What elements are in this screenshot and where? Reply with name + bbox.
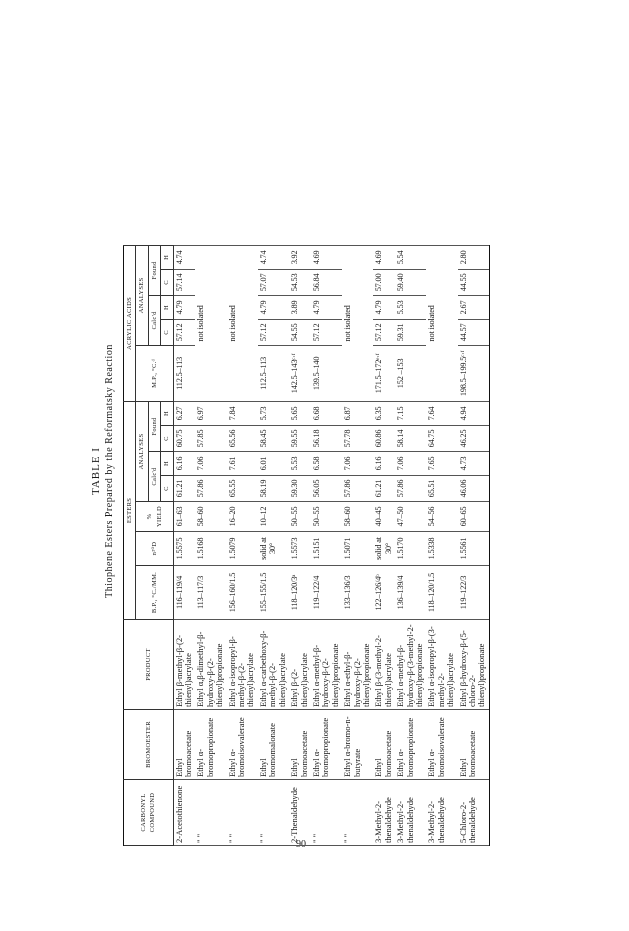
yield-cell: 58–60 — [342, 502, 373, 532]
page-number: 90 — [296, 839, 306, 850]
row-spacer — [373, 95, 395, 245]
carbonyl-compound-cell: " " — [195, 780, 226, 846]
bromoester-cell: Ethyl bromoacetate — [458, 710, 490, 780]
yield-cell: 54–56 — [426, 502, 457, 532]
acid-mp-cell: 142.5–143ᶜ·ᶠ — [289, 345, 311, 401]
table-row — [342, 95, 373, 845]
bromoester-cell: Ethyl α-bromopropionate — [311, 710, 342, 780]
bromoester-cell: Ethyl α-bromo-n-butyrate — [342, 710, 373, 780]
header-bp: B.P., °C./MM. — [136, 566, 173, 620]
ester-calcd-c-cell: 65.51 — [426, 476, 457, 502]
reformatsky-esters-table — [123, 95, 490, 846]
refractive-index-cell: 1.5151 — [311, 532, 342, 566]
carbonyl-compound-cell: " " — [258, 780, 289, 846]
header-h: H — [161, 295, 173, 319]
ester-found-c-cell: 57.78 — [342, 426, 373, 452]
header-h: H — [161, 401, 173, 425]
ester-found-c-cell: 59.55 — [289, 426, 311, 452]
table-row — [173, 95, 195, 845]
table-row — [289, 95, 311, 845]
ester-found-h-cell: 6.87 — [342, 401, 373, 425]
product-cell: Ethyl α-methyl-β-hydroxy-β-(2-thienyl)propionate — [311, 620, 342, 710]
row-spacer — [311, 95, 342, 245]
acid-found-h-cell: 3.92 — [289, 245, 311, 269]
acid-not-isolated-cell: not isolated — [195, 245, 226, 401]
bromoester-cell: Ethyl bromomalonate — [258, 710, 289, 780]
header-ester-analyses: ANALYSES — [136, 401, 148, 501]
ester-found-h-cell: 6.97 — [195, 401, 226, 425]
bp-cell: 122–126/4ᵇ — [373, 566, 395, 620]
header-acid-analyses: ANALYSES — [136, 245, 148, 345]
bp-cell: 119–122/3 — [458, 566, 490, 620]
ester-found-h-cell: 6.68 — [311, 401, 342, 425]
yield-cell: 10–12 — [258, 502, 289, 532]
header-c: C — [161, 319, 173, 345]
yield-cell: 50–55 — [311, 502, 342, 532]
ester-calcd-c-cell: 57.86 — [195, 476, 226, 502]
ester-found-h-cell: 6.27 — [173, 401, 195, 425]
header-bromoester: BROMOESTER — [124, 710, 174, 780]
bp-cell: 118–120/3ᵃ — [289, 566, 311, 620]
row-spacer — [395, 95, 426, 245]
ester-calcd-c-cell: 59.30 — [289, 476, 311, 502]
acid-calcd-c-cell: 57.12 — [258, 319, 289, 345]
ester-calcd-c-cell: 58.19 — [258, 476, 289, 502]
yield-cell: 60–65 — [458, 502, 490, 532]
carbonyl-compound-cell: 3-Methyl-2-thenaldehyde — [395, 780, 426, 846]
ester-calcd-c-cell: 57.86 — [395, 476, 426, 502]
yield-cell: 61–63 — [173, 502, 195, 532]
acid-found-h-cell: 4.74 — [173, 245, 195, 269]
acid-calcd-h-cell: 4.79 — [311, 295, 342, 319]
table-row — [426, 95, 457, 845]
header-carbonyl: CARBONYL COMPOUND — [124, 780, 174, 846]
ester-found-h-cell: 4.94 — [458, 401, 490, 425]
row-spacer — [426, 95, 457, 245]
product-cell: Ethyl α-methyl-β-hydroxy-β-(3-methyl-2-thienyl)propionate — [395, 620, 426, 710]
ester-calcd-h-cell: 6.16 — [173, 452, 195, 476]
yield-cell: 50–55 — [289, 502, 311, 532]
ester-found-h-cell: 5.65 — [289, 401, 311, 425]
refractive-index-cell: 1.5170 — [395, 532, 426, 566]
table-label: TABLE I — [90, 447, 102, 495]
acid-found-c-cell: 54.53 — [289, 269, 311, 295]
refractive-index-cell: 1.5573 — [289, 532, 311, 566]
acid-mp-cell: 152 –153 — [395, 345, 426, 401]
carbonyl-compound-cell: " " — [227, 780, 258, 846]
ester-found-c-cell: 65.56 — [227, 426, 258, 452]
yield-cell: 47–50 — [395, 502, 426, 532]
bp-cell: 119–122/4 — [311, 566, 342, 620]
refractive-index-cell: solid at 30° — [373, 532, 395, 566]
ester-found-c-cell: 64.75 — [426, 426, 457, 452]
refractive-index-cell: solid at 30° — [258, 532, 289, 566]
ester-calcd-c-cell: 56.05 — [311, 476, 342, 502]
bp-cell: 116–119/4 — [173, 566, 195, 620]
product-cell: Ethyl α-isopropyl-β-(3-methyl-2-thienyl)acrylate — [426, 620, 457, 710]
ester-found-h-cell: 7.15 — [395, 401, 426, 425]
bromoester-cell: Ethyl bromoacetate — [289, 710, 311, 780]
header-spacer — [124, 95, 174, 245]
header-ester-calcd: Calc'd — [148, 452, 160, 502]
acid-not-isolated-cell: not isolated — [342, 245, 373, 401]
acid-not-isolated-cell: not isolated — [426, 245, 457, 401]
acid-calcd-c-cell: 57.12 — [173, 319, 195, 345]
rotated-table-block — [90, 96, 487, 846]
acid-found-h-cell: 2.80 — [458, 245, 490, 269]
refractive-index-cell: 1.5575 — [173, 532, 195, 566]
acid-not-isolated-cell: not isolated — [227, 245, 258, 401]
header-c: C — [161, 476, 173, 502]
ester-calcd-h-cell: 4.73 — [458, 452, 490, 476]
yield-cell: 16–20 — [227, 502, 258, 532]
carbonyl-compound-cell: " " — [311, 780, 342, 846]
ester-calcd-h-cell: 6.16 — [373, 452, 395, 476]
acid-found-c-cell: 59.40 — [395, 269, 426, 295]
table-row — [195, 95, 226, 845]
row-spacer — [289, 95, 311, 245]
header-yield: % YIELD — [136, 502, 173, 532]
acid-found-c-cell: 57.00 — [373, 269, 395, 295]
header-nd: n²⁰D — [136, 532, 173, 566]
bp-cell: 136–139/4 — [395, 566, 426, 620]
product-cell: Ethyl β-hydroxy-β-(5-chloro-2-thienyl)propionate — [458, 620, 490, 710]
row-spacer — [458, 95, 490, 245]
acid-found-h-cell: 4.74 — [258, 245, 289, 269]
header-group-acrylic-acids: ACRYLIC ACIDS — [124, 245, 136, 401]
ester-found-c-cell: 60.86 — [373, 426, 395, 452]
ester-calcd-c-cell: 61.21 — [173, 476, 195, 502]
ester-calcd-c-cell: 46.06 — [458, 476, 490, 502]
acid-calcd-h-cell: 5.53 — [395, 295, 426, 319]
product-cell: Ethyl α-ethyl-β-hydroxy-β-(2-thienyl)propionate — [342, 620, 373, 710]
ester-found-c-cell: 58.45 — [258, 426, 289, 452]
ester-found-h-cell: 6.35 — [373, 401, 395, 425]
ester-found-h-cell: 7.84 — [227, 401, 258, 425]
ester-calcd-h-cell: 7.06 — [395, 452, 426, 476]
bromoester-cell: Ethyl α-bromopropionate — [395, 710, 426, 780]
table-row — [258, 95, 289, 845]
acid-calcd-c-cell: 57.12 — [311, 319, 342, 345]
bromoester-cell: Ethyl α-bromoisovalerate — [426, 710, 457, 780]
refractive-index-cell: 1.5338 — [426, 532, 457, 566]
bp-cell: 113–117/3 — [195, 566, 226, 620]
product-cell: Ethyl α-isopropyl-β-methyl-β-(2-thienyl)acrylate — [227, 620, 258, 710]
ester-found-c-cell: 57.85 — [195, 426, 226, 452]
header-h: H — [161, 245, 173, 269]
bp-cell: 156–160/1.5 — [227, 566, 258, 620]
carbonyl-compound-cell: 2-Acetothienone — [173, 780, 195, 846]
acid-found-c-cell: 56.84 — [311, 269, 342, 295]
ester-calcd-h-cell: 6.58 — [311, 452, 342, 476]
ester-calcd-h-cell: 6.01 — [258, 452, 289, 476]
acid-mp-cell: 198.5–199.5ᶜ·ᶠ — [458, 345, 490, 401]
ester-calcd-h-cell: 7.61 — [227, 452, 258, 476]
acid-mp-cell: 139.5–140 — [311, 345, 342, 401]
bromoester-cell: Ethyl bromoacetate — [373, 710, 395, 780]
row-spacer — [227, 95, 258, 245]
acid-mp-cell: 112.5–113 — [258, 345, 289, 401]
carbonyl-compound-cell: 3-Methyl-2-thenaldehyde — [426, 780, 457, 846]
acid-calcd-c-cell: 44.57 — [458, 319, 490, 345]
bromoester-cell: Ethyl bromoacetate — [173, 710, 195, 780]
row-spacer — [258, 95, 289, 245]
header-acid-calcd: Calc'd — [148, 295, 160, 345]
bp-cell: 118–120/1.5 — [426, 566, 457, 620]
table-title: Thiophene Esters Prepared by the Reformatsky Reaction — [104, 344, 115, 598]
acid-calcd-c-cell: 54.55 — [289, 319, 311, 345]
table-row — [395, 95, 426, 845]
product-cell: Ethyl β-(2-thienyl)acrylate — [289, 620, 311, 710]
yield-cell: 40–45 — [373, 502, 395, 532]
ester-found-c-cell: 46.25 — [458, 426, 490, 452]
acid-calcd-h-cell: 4.79 — [373, 295, 395, 319]
acid-calcd-h-cell: 2.67 — [458, 295, 490, 319]
ester-calcd-h-cell: 7.65 — [426, 452, 457, 476]
ester-found-c-cell: 58.14 — [395, 426, 426, 452]
acid-found-h-cell: 5.54 — [395, 245, 426, 269]
carbonyl-compound-cell: 5-Chloro-2-thenaldehyde — [458, 780, 490, 846]
carbonyl-compound-cell: 3-Methyl-2-thenaldehyde — [373, 780, 395, 846]
header-acid-found: Found — [148, 245, 160, 295]
ester-calcd-h-cell: 7.06 — [342, 452, 373, 476]
carbonyl-compound-cell: " " — [342, 780, 373, 846]
ester-calcd-c-cell: 57.86 — [342, 476, 373, 502]
product-cell: Ethyl β-methyl-β-(2-thienyl)acrylate — [173, 620, 195, 710]
header-ester-found: Found — [148, 401, 160, 451]
header-group-esters: ESTERS — [124, 401, 136, 619]
acid-found-c-cell: 57.14 — [173, 269, 195, 295]
acid-calcd-c-cell: 57.12 — [373, 319, 395, 345]
bp-cell: 133–136/3 — [342, 566, 373, 620]
row-spacer — [195, 95, 226, 245]
refractive-index-cell: 1.5168 — [195, 532, 226, 566]
header-h: H — [161, 452, 173, 476]
ester-found-h-cell: 5.73 — [258, 401, 289, 425]
ester-calcd-c-cell: 65.55 — [227, 476, 258, 502]
acid-calcd-h-cell: 4.79 — [173, 295, 195, 319]
ester-calcd-h-cell: 5.53 — [289, 452, 311, 476]
table-row — [227, 95, 258, 845]
bromoester-cell: Ethyl α-bromopropionate — [195, 710, 226, 780]
acid-mp-cell: 112.5–113 — [173, 345, 195, 401]
refractive-index-cell: 1.5071 — [342, 532, 373, 566]
ester-found-c-cell: 56.18 — [311, 426, 342, 452]
acid-calcd-h-cell: 4.79 — [258, 295, 289, 319]
carbonyl-compound-cell: 2-Thenaldehyde — [289, 780, 311, 846]
header-c: C — [161, 269, 173, 295]
yield-cell: 58–60 — [195, 502, 226, 532]
header-c: C — [161, 426, 173, 452]
bromoester-cell: Ethyl α-bromoisovalerate — [227, 710, 258, 780]
header-product: PRODUCT — [124, 620, 174, 710]
table-row — [458, 95, 490, 845]
table-body — [173, 95, 489, 845]
row-spacer — [173, 95, 195, 245]
acid-found-c-cell: 44.55 — [458, 269, 490, 295]
product-cell: Ethyl α,β-dimethyl-β-hydroxy-β-(2-thienyl)propionate — [195, 620, 226, 710]
product-cell: Ethyl β-(3-methyl-2-thienyl)acrylate — [373, 620, 395, 710]
header-mp: M.P., °C.ᵈ — [136, 345, 173, 401]
acid-found-h-cell: 4.69 — [373, 245, 395, 269]
acid-calcd-h-cell: 3.89 — [289, 295, 311, 319]
product-cell: Ethyl α-carbethoxy-β-methyl-β-(2-thienyl)acrylate — [258, 620, 289, 710]
acid-found-c-cell: 57.07 — [258, 269, 289, 295]
ester-calcd-h-cell: 7.06 — [195, 452, 226, 476]
table-row — [311, 95, 342, 845]
refractive-index-cell: 1.5561 — [458, 532, 490, 566]
refractive-index-cell: 1.5079 — [227, 532, 258, 566]
ester-found-c-cell: 60.75 — [173, 426, 195, 452]
ester-calcd-c-cell: 61.21 — [373, 476, 395, 502]
ester-found-h-cell: 7.64 — [426, 401, 457, 425]
acid-calcd-c-cell: 59.31 — [395, 319, 426, 345]
row-spacer — [342, 95, 373, 245]
table-row — [373, 95, 395, 845]
bp-cell: 155–155/1.5 — [258, 566, 289, 620]
acid-mp-cell: 171.5–172ᵉ·ᶠ — [373, 345, 395, 401]
acid-found-h-cell: 4.69 — [311, 245, 342, 269]
